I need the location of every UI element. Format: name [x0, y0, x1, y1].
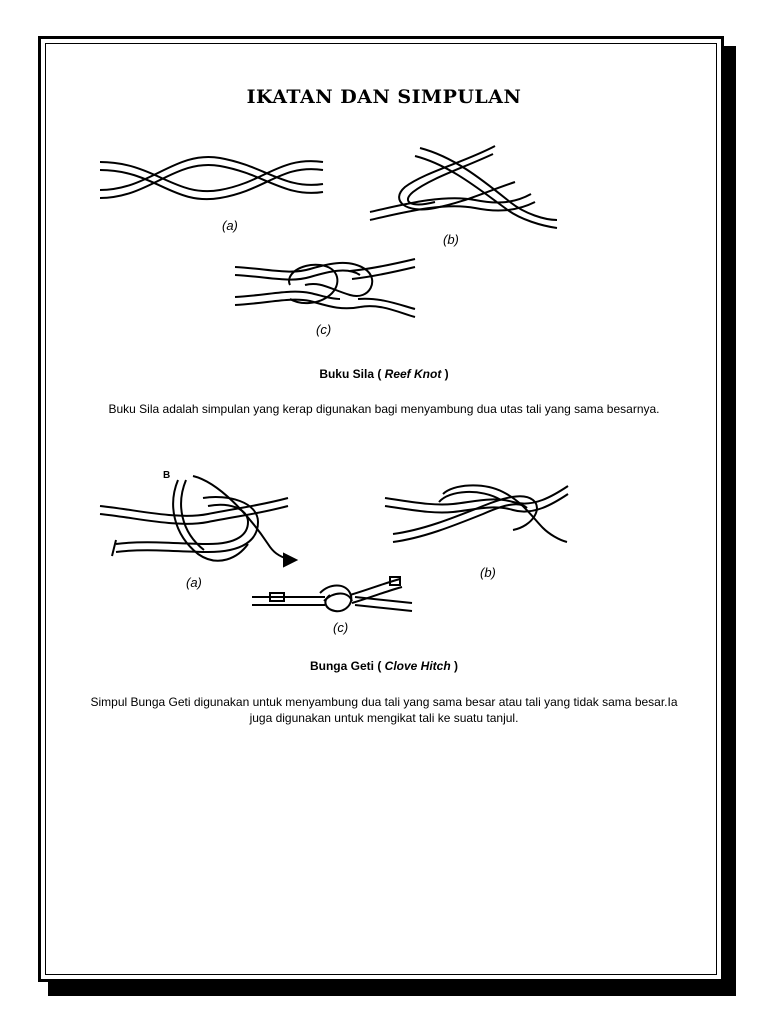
reef-knot-figure-b: [365, 142, 565, 232]
reef-knot-heading-prefix: Buku Sila (: [319, 367, 385, 381]
reef-figure-a-label: (a): [222, 218, 238, 233]
reef-knot-figure-c: [230, 255, 420, 325]
clove-hitch-figure-a: [98, 474, 303, 574]
reef-figure-c-label: (c): [316, 322, 332, 337]
clove-figure-b-label: (b): [480, 565, 496, 580]
reef-figure-b-label: (b): [443, 232, 459, 247]
clove-hitch-heading-english: Clove Hitch: [384, 659, 451, 673]
clove-hitch-figure-b: [383, 478, 573, 548]
reef-knot-heading-suffix: ): [441, 367, 449, 381]
reef-knot-description: Buku Sila adalah simpulan yang kerap digunakan bagi menyambung dua utas tali yang sama besarnya.: [108, 402, 660, 416]
reef-knot-heading: [0, 367, 768, 381]
clove-figure-a-label: (a): [186, 575, 202, 590]
clove-marker-b: B: [163, 470, 171, 481]
clove-hitch-figure-c: [250, 573, 415, 615]
reef-knot-figure-a: [95, 150, 335, 210]
reef-knot-heading-english: Reef Knot: [384, 367, 442, 381]
clove-hitch-heading: [0, 659, 768, 673]
clove-hitch-heading-prefix: Bunga Geti (: [309, 659, 385, 673]
clove-figure-c-label: (c): [333, 620, 349, 635]
clove-hitch-heading-suffix: ): [450, 659, 459, 673]
page-title: IKATAN DAN SIMPULAN: [246, 86, 522, 108]
clove-hitch-description: Simpul Bunga Geti digunakan untuk menyambung dua tali yang sama besar atau tali yang tidak sama besar.Ia juga digunakan untuk mengikat tali ke suatu tanjul.: [90, 695, 678, 725]
